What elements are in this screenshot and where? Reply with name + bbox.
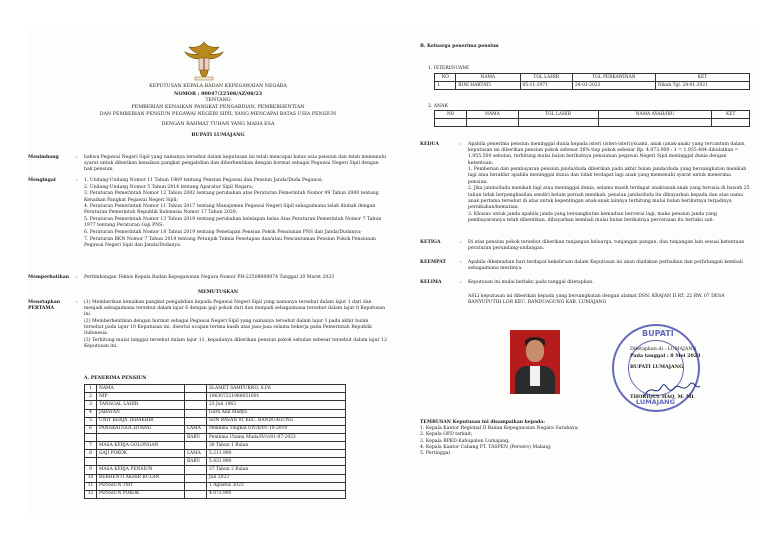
table-cell: MASA KERJA GOLONGAN [97, 442, 185, 450]
table-cell [185, 401, 207, 409]
istri-title: 1. ISTERI/SUAMI [428, 66, 469, 71]
table-cell [85, 433, 97, 441]
table-row [85, 474, 346, 482]
table-row [85, 393, 346, 401]
table-cell: 37 Tahun 2 Bulan [207, 466, 346, 474]
penerima-pensiun-section [84, 376, 346, 499]
table-row [85, 466, 346, 474]
table-cell: Pembina Tingkat I/IV/b/01-10-2019 [207, 425, 346, 433]
table-header-cell: TGL LAHIR [520, 74, 573, 82]
list-item: 1. Pemberian dan pembayaran pensiun janda/duda diberikan pada akhir bulan janda/duda yang bersangkutan menikah lagi atau berakhir apabila meninggal dunia dan tidak terdapat lagi anak yang memenuhi syarat untuk menerima pensiun. [468, 167, 747, 185]
tembusan-title: TEMBUSAN Keputusan ini disampaikan kepada: [420, 420, 545, 425]
list-item: 2. Jika janda/duda menikah lagi atau meninggal dunia, selama masih terdapat anak/anak-anak yang berusia di bawah 25 tahun tidak berpenghasilan sendiri belum pernah menikah, pensiun janda/duda itu dibayarkan kepada dan atas nama anak pertama tersebut di atas untuk kepentingan anak-anak lainnya terhitung mulai bulan berikutnya terjadinya pernikahan/kematian. [468, 186, 750, 210]
left-column [28, 28, 408, 518]
list-item: 5. Pertinggal [420, 450, 451, 456]
asli-note: ASLI keputusan ini diberikan kepada yang bersangkutan dengan alamat DSN. KRAJAN II RT. 22 RW. 07 DESA BANYUPUTIH LOR KEC. RANDUAGUNG KAB. LUMAJANG [468, 294, 725, 306]
table-cell: MASA KERJA PENSIUN [97, 466, 185, 474]
table-cell: 7 [85, 442, 97, 450]
table-row [85, 385, 346, 393]
table-cell: NAMA [97, 385, 185, 393]
table-header-cell: NO [435, 74, 456, 82]
list-item: Apabila penerima pensiun meninggal dunia kepada isteri (isteri-isteri)/suami, anak (anak-anak) yang tercantum dalam keputusan ini diberikan pensiun pokok sebesar 36% tiap pokok sebesar Rp. 4.073.900 : 1 = 1.955.484 dibulatkan = 1.955.500 sebulan, terhitung mulai bulan berikutnya pensiunan pegawai Negeri Sipil meninggal dunia dengan ketentuan: [468, 142, 745, 166]
table-cell: 4.073.900 [207, 490, 346, 498]
table-cell: SDN BASAN 01 KEC. RANDUAGUNG [207, 417, 346, 425]
anak-table-wrap [434, 110, 750, 127]
table-cell: BARU [185, 458, 207, 466]
table-header-cell: NO [435, 111, 467, 119]
memperhatikan-text: Pertimbangan Teknis Kepala Badan Kepegawaian Negara Nomor PH-22508000074 Tanggal 20 Maret 2023 [84, 275, 335, 280]
header-institution: KEPUTUSAN KEPALA BADAN KEPEGAWAIAN NEGARA [149, 84, 287, 89]
ketiga-label: KETIGA [420, 240, 441, 245]
garuda-emblem-icon [183, 38, 225, 82]
penerima-table [84, 384, 346, 499]
table-cell: Pembina Utama Muda/IV/c/01-07-2023 [207, 433, 346, 441]
table-cell: BERHENTI AKHIR BULAN [97, 474, 185, 482]
table-cell [185, 385, 207, 393]
table-cell [185, 490, 207, 498]
table-header-cell: NAMA AYAH/IBU [598, 111, 712, 119]
list-item: 3. Peraturan Pemerintah Nomor 12 Tahun 2002 tentang perubahan atas Peraturan Pemerintah Nomor 99 Tahun 2000 tentang Kenaikan Pangkat Pegawai Negeri Sipil; [84, 191, 379, 203]
table-cell: PANGKAT/GOL.RUANG [97, 425, 185, 433]
list-item: 3. Kepala BPKD Kabupaten Lumajang; [420, 438, 510, 444]
table-row [85, 401, 346, 409]
table-cell: 1 Agustus 2023 [207, 482, 346, 490]
table-header-cell: TGL LAHIR [518, 111, 598, 119]
table-row [85, 409, 346, 417]
menimbang-section: Menimbang : bahwa Pegawai Negeri Sipil yang namanya tersebut dalam keputusan ini telah mencapai batas usia pensiun dan telah memenuhi syarat untuk diberikan kenaikan pangkat pengabdian dan diberhentikan dengan hormat sebagai Pegawai Negeri Sipil dengan hak pensiun. [28, 155, 387, 173]
table-cell: PENSIUN POKOK [97, 490, 185, 498]
table-cell: JABATAN [97, 409, 185, 417]
sign-title: BUPATI LUMAJANG [630, 364, 684, 371]
table-cell [185, 474, 207, 482]
anak-title: 2. ANAK [428, 104, 448, 109]
decree-subject-2: DAN PEMBERIAN PENSIUN PEGAWAI NEGERI SIPIL YANG MENCAPAI BATAS USIA PENSIUN [99, 111, 337, 117]
list-item: (2) Memberhentikan dengan hormat sebagai Pegawai Negeri Sipil yang namanya tersebut dalam lajur 1 pada akhir bulan tersebut pada lajur 10 Keputusan ini, disertai ucapan terima kasih atas jasa-jasa selama bekerja pada Pemerintah Republik Indonesia. [84, 319, 372, 337]
table-row [85, 442, 346, 450]
table-cell: 8 [85, 450, 97, 458]
stamp-text-top: BUPATI [642, 329, 674, 338]
list-item: 4. Peraturan Pemerintah Nomor 11 Tahun 2017 tentang Manajemen Pegawai Negeri Sipil sebagaimana telah diubah dengan Peraturan Pemerintah Republik Indonesia Nomor 17 Tahun 2020; [84, 204, 376, 216]
table-cell: SLAMET SAMPURNO, S.Pd [207, 385, 346, 393]
table-cell: 6 [85, 425, 97, 433]
table-cell: 5.211.900 [207, 450, 346, 458]
table-cell: Nikah Tgl. 24-01-2021 [655, 82, 749, 90]
table-cell: BARU [185, 433, 207, 441]
table-cell: 11 [85, 482, 97, 490]
list-item: 2. Kepala OPD terkait; [420, 432, 473, 438]
kelima-section: KELIMA : Keputusan ini mulai berlaku pada tanggal ditetapkan. [420, 280, 752, 286]
table-row [435, 82, 750, 90]
ketiga-section: KETIGA : Di atas pensiun pokok tersebut diberikan tunjangan keluarga, tunjangan pangan, dan tunjangan lain sesuai ketentuan peraturan perundang-undangan. [420, 240, 752, 252]
table-cell [185, 442, 207, 450]
table-cell [185, 466, 207, 474]
sign-date: Pada tanggal : 8 Mei 2023 [630, 353, 701, 360]
table-cell: TANGGAL LAHIR [97, 401, 185, 409]
decree-page [28, 28, 758, 518]
mengingat-label: Mengingat [28, 178, 56, 183]
list-item: 6. Peraturan Pemerintah Nomor 18 Tahun 2019 tentang Penetapan Pensiun Pokok Pensiunan PNS dan Janda/Dudanya; [84, 230, 362, 235]
rahmat-line: DENGAN RAHMAT TUHAN YANG MAHA ESA [161, 121, 275, 127]
table-row [85, 482, 346, 490]
pertama-list [84, 300, 388, 351]
menimbang-text: bahwa Pegawai Negeri Sipil yang namanya tersebut dalam keputusan ini telah mencapai batas usia pensiun dan telah memenuhi syarat untuk diberikan kenaikan pangkat pengabdian dan diberhentikan dengan hormat sebagai Pegawai Negeri Sipil dengan hak pensiun. [84, 155, 387, 173]
memperhatikan-label: Memperhatikan [28, 275, 70, 280]
table-cell [97, 433, 185, 441]
table-row [85, 433, 346, 441]
table-cell [185, 417, 207, 425]
table-cell: Juli 2023 [207, 474, 346, 482]
keempat-label: KEEMPAT [420, 260, 446, 265]
mengingat-section: Mengingat : 1. Undang-Undang Nomor 11 Tahun 1969 tentang Pensiun Pegawai dan Pensiun Janda/Duda Pegawai; 2. Undang-Undang Nomor 5 Tahun 2014 tentang Aparatur Sipil Negara; 3. Peraturan Pemerintah Nomor 12 Tahun 2002 tentang perubahan atas Peraturan Pemerintah Nomor 99 Tahun 2000 tentang Kenaikan Pangkat Pegawai Negeri Sipil; 4. Peraturan Pemerintah Nomor 11 Tahun 2017 tentang Manajemen Pegawai Negeri Sipil sebagaimana telah diubah dengan Peraturan Pemerintah Republik Indonesia Nomor 17 Tahun 2020; 5. Peraturan Pemerintah Nomor 13 Tahun 2019 tentang perubahan kelelapan belas Atas Peraturan Pemerintah Nomor 7 Tahun 1977 tentang Peraturan Gaji PNS; 6. Peraturan Pemerintah Nomor 18 Tahun 2019 tentang Penetapan Pensiun Pokok Pensiunan PNS dan Janda/Dudanya; 7. Peraturan BKN Nomor 7 Tahun 2019 tentang Petunjuk Teknis Penetapan dan/atau Pencantuman Pensiun Pokok Pensiunan Pegawai Negeri Sipil dan Janda/Dudanya. [28, 178, 388, 250]
list-item: 4. Kepala Kantor Cabang PT. TASPEN (Persero) Malang; [420, 444, 552, 450]
table-cell: 5.431.900 [207, 458, 346, 466]
list-item: 1. Undang-Undang Nomor 11 Tahun 1969 tentang Pensiun Pegawai dan Pensiun Janda/Duda Pegawai; [84, 178, 323, 183]
table-cell [185, 393, 207, 401]
table-header-cell: KET [655, 74, 749, 82]
table-cell: 2 [85, 393, 97, 401]
kedua-label: KEDUA [420, 142, 439, 147]
table-cell: 30 Tahun 1 Bulan [207, 442, 346, 450]
table-cell: 4 [85, 409, 97, 417]
table-row [85, 458, 346, 466]
keempat-section: KEEMPAT : Apabila dikemudian hari terdapat kekeliruan dalam Keputusan ini akan diadakan perbaikan dan perhitungan kembali sebagaimana mestinya. [420, 260, 752, 272]
table-cell: 05-11-1971 [520, 82, 573, 90]
table-cell: 12 [85, 490, 97, 498]
table-cell: 1 [435, 82, 456, 90]
menimbang-label: Menimbang [28, 155, 59, 160]
table-cell [185, 409, 207, 417]
table-cell: 196307221986051001 [207, 393, 346, 401]
table-cell: GAJI POKOK [97, 450, 185, 458]
table-header-cell: TGL PERKAWINAN [573, 74, 656, 82]
table-header-cell: KET [712, 111, 750, 119]
table-cell: RINI HARTATI [456, 82, 520, 90]
anak-table [434, 110, 750, 127]
table-cell: LAMA [185, 450, 207, 458]
pertama-label: PERTAMA [28, 306, 55, 312]
table-cell: LAMA [185, 425, 207, 433]
list-item: 3. Khusus untuk janda apabila janda yang bersangkutan kemudian bercerai lagi, maka pensiun janda yang pembayarannya telah dihentikan, dibayarkan kembali mulai bulan berikutnya perceraian itu berlaku sah. [468, 211, 717, 223]
decree-subject-1: PEMBERIAN KENAIKAN PANGKAT PENGABDIAN, PEMBERHENTIAN [131, 104, 305, 110]
kelima-label: KELIMA [420, 280, 442, 285]
list-item: (3) Terhitung mulai tanggal tersebut dalam lajur 11, kepadanya diberikan pensiun pokok sebulan sebesar tersebut dalam lajur 12 Keputusan ini. [84, 338, 388, 350]
memperhatikan-section: Memperhatikan : Pertimbangan Teknis Kepala Badan Kepegawaian Negara Nomor PH-22508000074 Tanggal 20 Maret 2023 [28, 275, 388, 281]
table-cell: UNIT KERJA TERAKHIR [97, 417, 185, 425]
recipient-photo [510, 330, 560, 394]
list-item: 1. Kepala Kantor Regional II Badan Kepegawaian Negara Surabaya; [420, 426, 579, 432]
table-cell [85, 458, 97, 466]
decree-header [68, 84, 368, 139]
list-item: 2. Undang-Undang Nomor 5 Tahun 2014 tentang Aparatur Sipil Negara; [84, 184, 254, 190]
mengingat-list [84, 178, 388, 250]
table-cell: 5 [85, 417, 97, 425]
table-cell [185, 482, 207, 490]
decree-number: NOMOR : 00047/22508/AZ/08/23 [173, 90, 263, 97]
official-title: BUPATI LUMAJANG [191, 131, 245, 138]
table-cell: NIP [97, 393, 185, 401]
kelima-text: Keputusan ini mulai berlaku pada tanggal ditetapkan. [468, 280, 594, 285]
table-cell: 23 Juli 1963 [207, 401, 346, 409]
istri-table [434, 73, 750, 90]
table-cell: 3 [85, 401, 97, 409]
handwritten-signature-icon [642, 378, 702, 402]
table-row [85, 425, 346, 433]
keluarga-title: B. Keluarga penerima pensiun [420, 44, 499, 49]
header-tentang: TENTANG [205, 97, 231, 103]
stamp-text-bottom: LUMAJANG [636, 398, 675, 406]
table-cell: Guru Ahli Madya [207, 409, 346, 417]
keempat-text: Apabila dikemudian hari terdapat kekeliruan dalam Keputusan ini akan diadakan perbaikan dan perhitungan kembali sebagaimana mestinya. [468, 260, 743, 272]
table-cell: 1 [85, 385, 97, 393]
penerima-title: A. PENERIMA PENSIUN [84, 376, 147, 381]
table-cell: 24-01-2023 [573, 82, 656, 90]
table-cell [97, 458, 185, 466]
table-row [85, 417, 346, 425]
istri-table-wrap [434, 73, 750, 90]
sign-place: Ditetapkan di : LUMAJANG [630, 347, 697, 352]
table-cell: 9 [85, 466, 97, 474]
table-header-cell: NAMA [456, 74, 520, 82]
kedua-section: KEDUA : Apabila penerima pensiun meninggal dunia kepada isteri (isteri-isteri)/suami, anak (anak-anak) yang tercantum dalam keputusan ini diberikan pensiun pokok sebesar 36% tiap pokok sebesar Rp. 4.073.900 : 1 = 1.955.484 dibulatkan = 1.955.500 sebulan, terhitung mulai bulan berikutnya pensiunan pegawai Negeri Sipil meninggal dunia dengan ketentuan: 1. Pemberian dan pembayaran pensiun janda/duda diberikan pada akhir bulan janda/duda yang bersangkutan menikah lagi atau berakhir apabila meninggal dunia dan tidak terdapat lagi anak yang memenuhi syarat untuk menerima pensiun. 2. Jika janda/duda menikah lagi atau meninggal dunia, selama masih terdapat anak/anak-anak yang berusia di bawah 25 tahun tidak berpenghasilan sendiri belum pernah menikah, pensiun janda/duda itu dibayarkan kepada dan atas nama anak pertama tersebut di atas untuk kepentingan anak-anak lainnya terhitung mulai bulan berikutnya terjadinya pernikahan/kematian. 3. Khusus untuk janda apabila janda yang bersangkutan kemudian bercerai lagi, maka pensiun janda yang pembayarannya telah dihentikan, dibayarkan kembali mulai bulan berikutnya perceraian itu berlaku sah. [420, 142, 752, 224]
table-cell: PENSIUN TMT [97, 482, 185, 490]
tembusan-section [420, 420, 750, 457]
table-row [85, 490, 346, 498]
pertama-section: Menetapkan PERTAMA : (1) Memberikan kenaikan pangkat pengabdian kepada Pegawai Negeri Sipil yang namanya tersebut dalam lajur 1 dari dan menjadi sebagaimana tersebut dalam lajur 6 dengan gaji pokok dari dan menjadi sebagaimana tersebut dalam lajur 8 Keputusan ini. (2) Memberhentikan dengan hormat sebagai Pegawai Negeri Sipil yang namanya tersebut dalam lajur 1 pada akhir bulan tersebut pada lajur 10 Keputusan ini, disertai ucapan terima kasih atas jasa-jasa selama bekerja pada Pemerintah Republik Indonesia. (3) Terhitung mulai tanggal tersebut dalam lajur 11, kepadanya diberikan pensiun pokok sebulan sebesar tersebut dalam lajur 12 Keputusan ini. [28, 300, 388, 350]
sign-name: THORIQUL HAQ, M. ML [630, 393, 695, 400]
table-row [85, 450, 346, 458]
table-header-cell: NAMA [467, 111, 518, 119]
list-item: (1) Memberikan kenaikan pangkat pengabdian kepada Pegawai Negeri Sipil yang namanya tersebut dalam lajur 1 dari dan menjadi sebagaimana tersebut dalam lajur 6 dengan gaji pokok dari dan menjadi sebagaimana tersebut dalam lajur 8 Keputusan ini. [84, 300, 386, 318]
list-item: 7. Peraturan BKN Nomor 7 Tahun 2019 tentang Petunjuk Teknis Penetapan dan/atau Pencantuman Pensiun Pokok Pensiunan Pegawai Negeri Sipil dan Janda/Dudanya. [84, 236, 376, 248]
right-column [420, 28, 758, 518]
menetapkan-label: Menetapkan [28, 300, 61, 305]
memutuskan-heading: MEMUTUSKAN [198, 290, 238, 295]
table-cell: 10 [85, 474, 97, 482]
list-item: 5. Peraturan Pemerintah Nomor 13 Tahun 2019 tentang perubahan kelelapan belas Atas Peraturan Pemerintah Nomor 7 Tahun 1977 tentang Peraturan Gaji PNS; [84, 217, 382, 229]
ketiga-text: Di atas pensiun pokok tersebut diberikan tunjangan keluarga, tunjangan pangan, dan tunjangan lain sesuai ketentuan peraturan perundang-undangan. [468, 240, 745, 252]
